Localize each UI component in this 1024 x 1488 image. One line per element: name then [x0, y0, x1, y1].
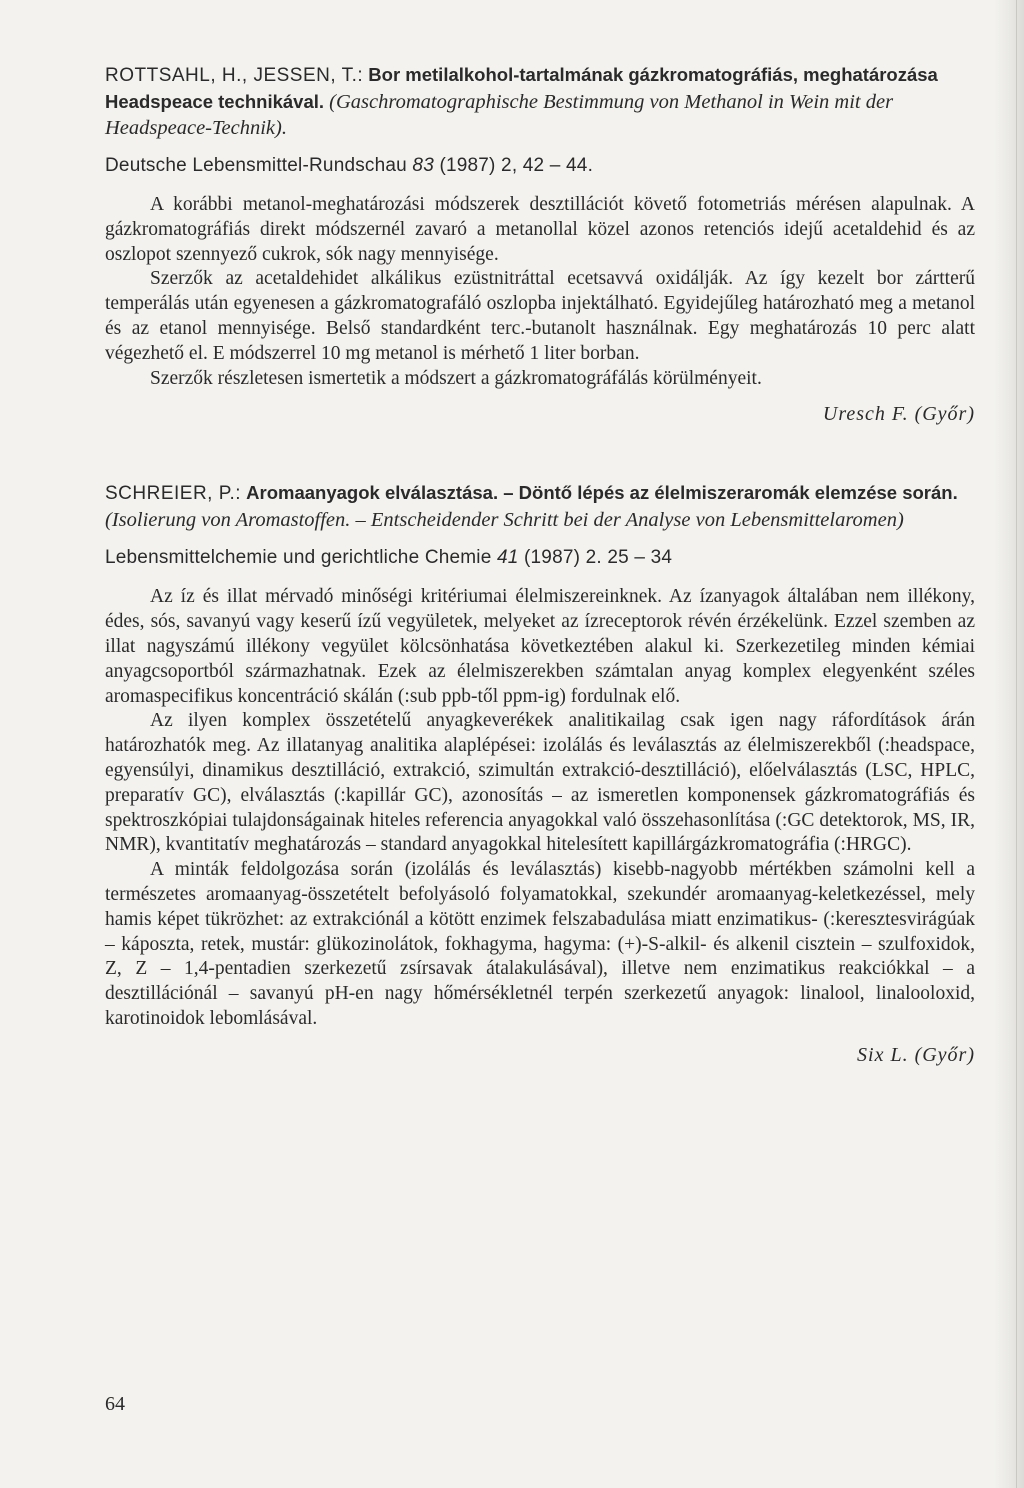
abstract-paragraph: Szerzők az acetaldehidet alkálikus ezüstnitráttal ecetsavvá oxidálják. Az így kezelt bor zártterű temperálás után egyenesen a gázkromatografáló oszlopba injektálható. Egyidejűleg határozható meg a metanol és az etanol mennyisége. Belső standardként terc.-butanolt használnak. Egy meghatározás 10 perc alatt végezhető el. E módszerrel 10 mg metanol is mérhető 1 liter borban.	[105, 268, 975, 364]
author: SCHREIER, P.:	[105, 483, 242, 505]
journal-issue-pages: (1987) 2, 42 – 44.	[439, 155, 594, 176]
reference-header	[105, 62, 975, 141]
reviewer-signature: Uresch F. (Győr)	[822, 403, 975, 426]
abstract-entry-2	[105, 480, 975, 1066]
journal-source	[105, 153, 975, 179]
journal-source	[105, 545, 975, 571]
journal-name: Lebensmittelchemie und gerichtliche Chemie	[105, 547, 492, 569]
abstract-paragraph: Az íz és illat mérvadó minőségi kritériumai élelmiszereinknek. Az ízanyagok általában nem illékony, édes, sós, savanyú vagy keserű ízű vegyületek, melyeket az ízreceptorok révén érzékelünk. Ezzel szemben az illat nagyszámú illékony vegyület kölcsönhatása következtében alakul ki. Szerkezetileg minden kémiai anyagcsoportból származhatnak. Ezek az élelmiszerekben számtalan anyag komplex elegyenként széles aromaspecifikus koncentráció skálán (:sub ppb-től ppm-ig) fordulnak elő.	[105, 586, 975, 707]
author: ROTTSAHL, H., JESSEN, T.:	[105, 65, 364, 86]
title-german: (Isolierung von Aromastoffen. – Entscheidender Schritt bei der Analyse von Lebensmittelaromen)	[105, 509, 904, 532]
title-hungarian: Aromaanyagok elválasztása. – Döntő lépés az élelmiszeraromák elemzése során.	[246, 482, 958, 504]
title-hungarian: Bor metilalkohol-tartalmának gázkromatográfiás, meghatározása Headspeace technikával.	[105, 64, 938, 112]
journal-volume: 41	[496, 547, 519, 569]
page-content	[105, 62, 975, 1067]
page-edge	[994, 0, 1024, 1488]
journal-volume: 83	[412, 155, 434, 176]
abstract-paragraph: Az ilyen komplex összetételű anyagkeverékek analitikailag csak igen nagy ráfordítások árán határozhatók meg. Az illatanyag analitika alaplépései: izolálás és leválasztás az élelmiszerekből (:headspace, egyensúlyi, dinamikus desztilláció, extrakció, szimultán extrakció-desztilláció), előelválasztás (LSC, HPLC, preparatív GC), elválasztás (:kapillár GC), azonosítás – az ismeretlen komponensek gázkromatográfiás és spektroszkópiai tulajdonságainak hiteles referencia anyagokkal való összehasonlítása (:GC detektorok, MS, IR, NMR), kvantitatív meghatározás – standard anyagokkal hitelesített kapillárgázkromatográfia (:HRGC).	[105, 710, 975, 856]
reference-header	[105, 480, 975, 533]
abstract-entry-1	[105, 62, 975, 426]
abstract-text	[105, 585, 975, 1031]
abstract-paragraph: Szerzők részletesen ismertetik a módszert a gázkromatográfálás körülményeit.	[150, 367, 762, 389]
page-number: 64	[105, 1393, 125, 1415]
title-german: (Gaschromatographische Bestimmung von Methanol in Wein mit der Headspeace-Technik).	[105, 91, 894, 139]
abstract-paragraph: A minták feldolgozása során (izolálás és leválasztás) kisebb-nagyobb mértékben számolni kell a természetes aromaanyag-összetételt befolyásoló folyamatokkal, szekundér aromaanyag-keletkezéssel, mely hamis képet tükrözhet: az extrakciónál a kötött enzimek felszabadulása miatt enzimatikus- (:keresztesvirágúak – káposzta, retek, mustár: glükozinolátok, fokhagyma, hagyma: (+)-S-alkil- és alkenil cisztein – szulfoxidok, Z, Z – 1,4-pentadien szerkezetű zsírsavak átalakulásával), illetve nem enzimatikus reakciókkal – a desztillációnál – savanyú pH-en nagy hőmérsékletnél terpén szerkezetű anyagok: linalool, linalooloxid, karotinoidok lebomlásával.	[105, 859, 975, 1029]
abstract-text	[105, 193, 975, 391]
journal-issue-pages: (1987) 2. 25 – 34	[524, 547, 673, 569]
reviewer-signature: Six L. (Győr)	[857, 1043, 975, 1066]
journal-name: Deutsche Lebensmittel-Rundschau	[105, 155, 407, 176]
abstract-paragraph: A korábbi metanol-meghatározási módszerek desztillációt követő fotometriás mérésen alapulnak. A gázkromatográfiás direkt módszernél zavaró a metanollal közel azonos retenciós idejű acetaldehid és az oszlopot szennyező cukrok, sók nagy mennyisége.	[105, 194, 975, 265]
